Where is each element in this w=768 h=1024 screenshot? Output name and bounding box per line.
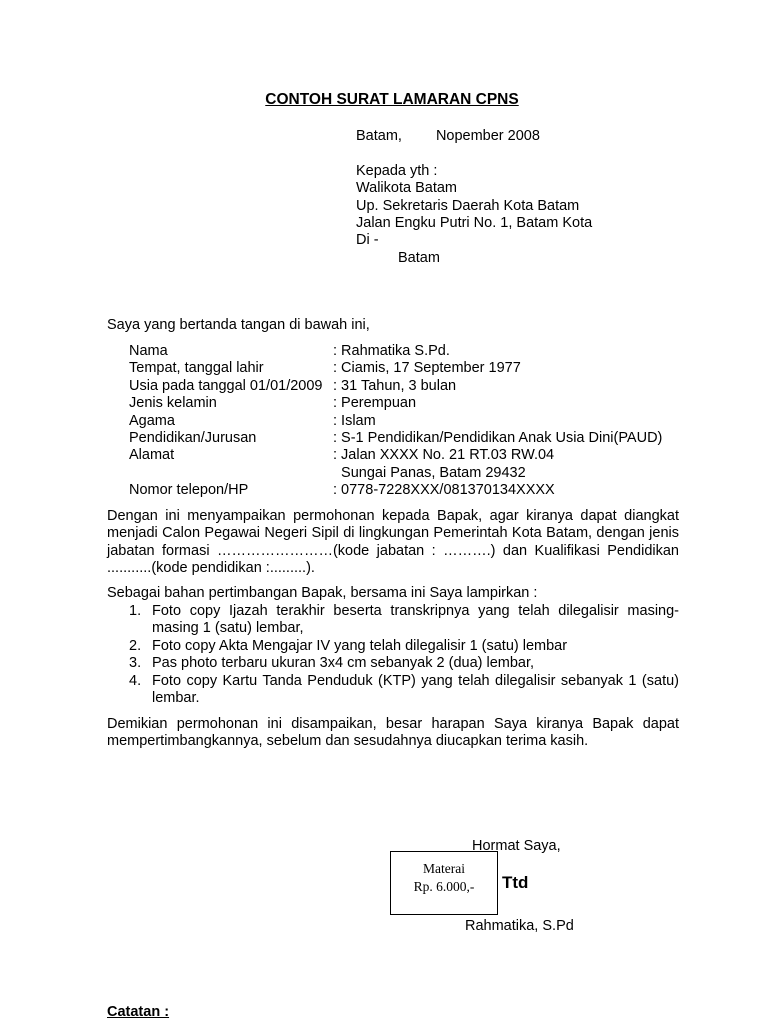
date-place: Batam,: [356, 128, 402, 144]
recipient-line: Jalan Engku Putri No. 1, Batam Kota: [356, 214, 593, 231]
document-title: CONTOH SURAT LAMARAN CPNS: [265, 91, 519, 108]
field-row: [129, 413, 662, 430]
list-item-number: 1.: [129, 603, 142, 619]
field-value: Sungai Panas, Batam 29432: [333, 464, 526, 481]
list-item-text: Pas photo terbaru ukuran 3x4 cm sebanyak 2 (dua) lembar,: [152, 655, 535, 672]
signer-name: Rahmatika, S.Pd: [465, 918, 574, 934]
applicant-fields: [129, 343, 662, 500]
list-item: [129, 638, 679, 655]
address-block: [356, 128, 592, 267]
closing-salutation: Hormat Saya,: [472, 838, 561, 854]
date-month-year: Nopember 2008: [435, 128, 540, 144]
field-row: [129, 343, 662, 360]
field-value: : S-1 Pendidikan/Pendidikan Anak Usia Dini(PAUD): [333, 429, 663, 446]
spacer: [356, 145, 592, 162]
recipient-line: Walikota Batam: [356, 180, 457, 197]
recipient-city: Batam: [398, 249, 440, 266]
field-label: Tempat, tanggal lahir: [129, 360, 264, 377]
footer-note: Catatan :: [107, 1004, 170, 1020]
field-value: : Jalan XXXX No. 21 RT.03 RW.04: [333, 447, 555, 464]
field-label: Nama: [129, 343, 168, 359]
list-item-text: Foto copy Akta Mengajar IV yang telah dilegalisir 1 (satu) lembar: [152, 637, 568, 654]
signature-mark: Ttd: [502, 873, 529, 892]
list-item-number: 2.: [129, 637, 142, 654]
field-value: : Islam: [333, 412, 376, 429]
field-label: Usia pada tanggal 01/01/2009: [129, 377, 323, 394]
recipient-line: Di -: [356, 232, 379, 249]
field-value: : Ciamis, 17 September 1977: [333, 360, 521, 377]
field-value: : 0778-7228XXX/081370134XXXX: [333, 482, 555, 499]
stamp-amount: Rp. 6.000,-: [413, 879, 475, 894]
field-row: [129, 430, 662, 447]
field-label: Nomor telepon/HP: [129, 482, 249, 499]
field-label: [129, 465, 333, 482]
closing-paragraph: Demikian permohonan ini disampaikan, besar harapan Saya kiranya Bapak dapat mempertimbangkannya, sebelum dan sesudahnya diucapkan terima kasih.: [107, 716, 679, 750]
list-item-text: Foto copy Kartu Tanda Penduduk (KTP) yang telah dilegalisir sebanyak 1 (satu) lembar.: [152, 672, 679, 707]
list-item: [129, 655, 679, 672]
field-value: : Rahmatika S.Pd.: [333, 343, 450, 359]
field-value: : Perempuan: [333, 395, 417, 412]
list-item: [129, 673, 679, 708]
attachments-intro: Sebagai bahan pertimbangan Bapak, bersama ini Saya lampirkan :: [107, 585, 538, 601]
request-paragraph: Dengan ini menyampaikan permohonan kepada Bapak, agar kiranya dapat diangkat menjadi Calon Pegawai Negeri Sipil di lingkungan Pemerintah Kota Batam, dengan jenis jabatan formasi ……………………(kode jabatan : ……….) dan Kualifikasi Pendidikan ...........(kode pendidikan :.........).: [107, 508, 679, 577]
field-row: [129, 465, 662, 482]
field-value: : 31 Tahun, 3 bulan: [333, 377, 457, 394]
stamp-box: [390, 851, 498, 915]
list-item: [129, 603, 679, 638]
field-row: [129, 447, 662, 464]
field-row: [129, 395, 662, 412]
field-row: [129, 378, 662, 395]
field-label: Jenis kelamin: [129, 395, 217, 412]
field-row: [129, 482, 662, 499]
intro-text: Saya yang bertanda tangan di bawah ini,: [107, 317, 370, 333]
list-item-number: 4.: [129, 672, 142, 689]
field-label: Agama: [129, 412, 175, 429]
to-label: Kepada yth :: [356, 162, 438, 179]
list-item-number: 3.: [129, 655, 142, 672]
field-row: [129, 360, 662, 377]
date-line: [356, 128, 592, 145]
stamp-label: Materai: [423, 861, 465, 876]
attachment-list: [129, 603, 679, 707]
field-label: Alamat: [129, 447, 175, 464]
field-label: Pendidikan/Jurusan: [129, 429, 257, 446]
list-item-text: Foto copy Ijazah terakhir beserta transkripnya yang telah dilegalisir masing-masing 1 (satu) lembar,: [152, 603, 679, 637]
recipient-line: Up. Sekretaris Daerah Kota Batam: [356, 197, 580, 214]
